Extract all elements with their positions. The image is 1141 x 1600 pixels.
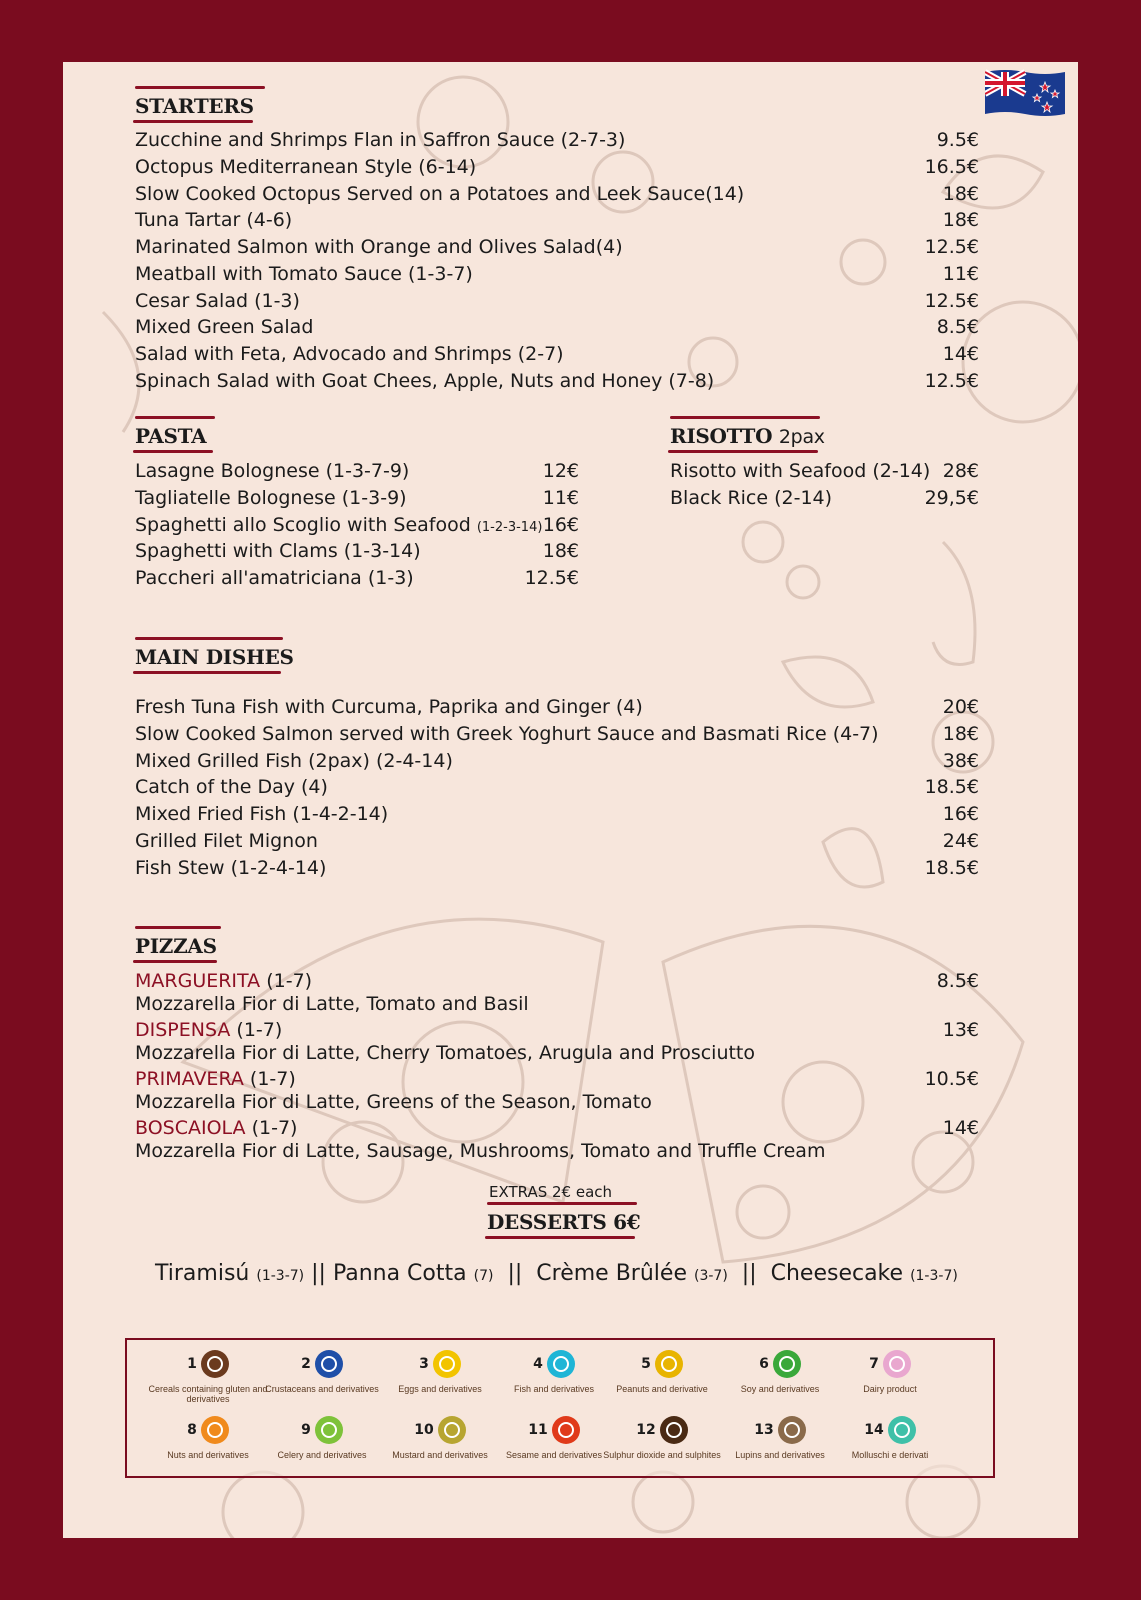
peanut-icon	[655, 1350, 683, 1378]
celery-icon	[315, 1416, 343, 1444]
allergen-label: Peanuts and derivative	[616, 1384, 708, 1394]
item-price: 16€	[942, 803, 979, 825]
allergen-number: 5	[641, 1356, 651, 1372]
pizza-name: BOSCAIOLA	[135, 1117, 246, 1139]
menu-item	[135, 370, 979, 392]
pizza-description: Mozzarella Fior di Latte, Greens of the Season, Tomato	[135, 1091, 652, 1113]
menu-item	[135, 776, 979, 798]
item-price: 12.5€	[924, 370, 979, 392]
menu-item	[135, 156, 979, 178]
dessert-separator: ||	[311, 1261, 326, 1286]
allergen-label: Lupins and derivatives	[735, 1450, 825, 1460]
menu-item	[135, 316, 979, 338]
item-price: 12.5€	[924, 236, 979, 258]
item-price: 12.5€	[524, 567, 579, 589]
allergen-number: 14	[864, 1422, 884, 1438]
starters-heading	[135, 92, 254, 118]
item-name: Fresh Tuna Fish with Curcuma, Paprika and Ginger (4)	[135, 696, 643, 718]
menu-item	[135, 803, 979, 825]
pizza-allergens: (1-7)	[230, 1019, 283, 1041]
menu-item	[135, 129, 979, 151]
item-name: Mixed Grilled Fish (2pax) (2-4-14)	[135, 750, 453, 772]
pizza-allergens: (1-7)	[245, 1117, 298, 1139]
item-name: Salad with Feta, Advocado and Shrimps (2-7)	[135, 343, 564, 365]
menu-item	[135, 567, 579, 589]
pizza-item	[135, 970, 979, 992]
pizza-name: PRIMAVERA	[135, 1068, 244, 1090]
menu-item	[135, 460, 579, 482]
sesame-icon	[552, 1416, 580, 1444]
pizzas-title: PIZZAS	[135, 934, 217, 958]
pizza-item	[135, 1019, 979, 1041]
menu-item	[135, 263, 979, 285]
item-price: 18€	[942, 183, 979, 205]
item-name: Tagliatelle Bolognese (1-3-9)	[135, 487, 407, 509]
menu-item	[135, 236, 979, 258]
dessert-allergens: (7)	[473, 1268, 494, 1284]
item-name: Fish Stew (1-2-4-14)	[135, 857, 327, 879]
starters-heading-block	[135, 92, 254, 118]
new-zealand-flag-icon[interactable]	[985, 68, 1065, 118]
allergen-number: 8	[187, 1422, 197, 1438]
shell-icon	[888, 1416, 916, 1444]
pizza-extras-note: EXTRAS 2€ each	[489, 1183, 613, 1201]
item-price: 38€	[942, 750, 979, 772]
pizza-item	[135, 1117, 979, 1139]
allergen-number: 1	[187, 1356, 197, 1372]
item-price: 8.5€	[936, 970, 979, 992]
item-name: Spaghetti with Clams (1-3-14)	[135, 540, 421, 562]
allergen-number: 10	[414, 1422, 434, 1438]
menu-item	[670, 460, 979, 482]
item-name: Octopus Mediterranean Style (6-14)	[135, 156, 477, 178]
pizza-item	[135, 1068, 979, 1090]
item-price: 14€	[942, 1117, 979, 1139]
item-price: 18.5€	[924, 776, 979, 798]
item-name: Slow Cooked Octopus Served on a Potatoes and Leek Sauce(14)	[135, 183, 745, 205]
item-name: Spinach Salad with Goat Chees, Apple, Nuts and Honey (7-8)	[135, 370, 715, 392]
menu-item	[135, 540, 579, 562]
risotto-subtitle: 2pax	[778, 426, 825, 448]
item-name: Grilled Filet Mignon	[135, 830, 318, 852]
allergen-number: 9	[301, 1422, 311, 1438]
item-name: Catch of the Day (4)	[135, 776, 328, 798]
allergen-label: Molluschi e derivati	[851, 1450, 929, 1460]
allergen-number: 7	[869, 1356, 879, 1372]
main-dishes-heading-block	[135, 643, 294, 669]
desserts-list	[155, 1261, 958, 1286]
menu-item	[135, 750, 979, 772]
pizzas-heading-block	[135, 932, 217, 958]
pizza-name: DISPENSA	[135, 1019, 231, 1041]
allergen-label: Nuts and derivatives	[167, 1450, 249, 1460]
fish-icon	[547, 1350, 575, 1378]
menu-item	[135, 183, 979, 205]
item-name: Zucchine and Shrimps Flan in Saffron Sauce (2-7-3)	[135, 129, 626, 151]
wheat-icon	[201, 1350, 229, 1378]
item-price: 9.5€	[936, 129, 979, 151]
pizzas-heading	[135, 932, 217, 958]
item-name: Lasagne Bolognese (1-3-7-9)	[135, 460, 410, 482]
soy-icon	[773, 1350, 801, 1378]
menu-item	[135, 857, 979, 879]
allergen-number: 3	[419, 1356, 429, 1372]
allergen-label: Sesame and derivatives	[505, 1450, 603, 1460]
menu-item	[135, 487, 579, 509]
item-price: 10.5€	[924, 1068, 979, 1090]
starters-title: STARTERS	[135, 94, 254, 118]
item-price: 12.5€	[924, 290, 979, 312]
milk-icon	[883, 1350, 911, 1378]
nut-icon	[201, 1416, 229, 1444]
pizza-description: Mozzarella Fior di Latte, Tomato and Basil	[135, 993, 529, 1015]
item-price: 11€	[942, 263, 979, 285]
menu-item	[135, 830, 979, 852]
allergen-label: Sulphur dioxide and sulphites	[603, 1450, 721, 1460]
pizza-description: Mozzarella Fior di Latte, Sausage, Mushrooms, Tomato and Truffle Cream	[135, 1140, 826, 1162]
item-allergens: (1-2-3-14)	[476, 520, 543, 535]
pizza-allergens: (1-7)	[260, 970, 313, 992]
desserts-title: DESSERTS 6€	[487, 1210, 641, 1234]
item-price: 18€	[942, 209, 979, 231]
menu-item	[135, 696, 979, 718]
menu-item	[135, 723, 979, 745]
item-price: 20€	[942, 696, 979, 718]
item-name: Tuna Tartar (4-6)	[135, 209, 293, 231]
dessert-separator: ||	[741, 1261, 757, 1286]
pizza-allergens: (1-7)	[243, 1068, 296, 1090]
pasta-heading	[135, 422, 206, 448]
sulphite-icon	[660, 1416, 688, 1444]
allergen-label: Soy and derivatives	[740, 1384, 820, 1394]
risotto-title: RISOTTO	[670, 424, 773, 448]
dessert-name: Crème Brûlée	[536, 1261, 687, 1286]
mustard-icon	[438, 1416, 466, 1444]
item-price: 16€	[542, 514, 579, 536]
pizza-name: MARGUERITA	[135, 970, 261, 992]
risotto-heading-block	[670, 422, 825, 448]
allergen-number: 2	[301, 1356, 311, 1372]
allergen-label: Fish and derivatives	[513, 1384, 595, 1394]
item-price: 16.5€	[924, 156, 979, 178]
risotto-heading	[670, 422, 825, 448]
dessert-name: Tiramisú	[155, 1261, 250, 1286]
desserts-heading-block	[487, 1208, 640, 1234]
item-name: Spaghetti allo Scoglio with Seafood	[135, 514, 471, 536]
allergen-number: 12	[636, 1422, 656, 1438]
item-price: 13€	[942, 1019, 979, 1041]
allergen-label: Mustard and derivatives	[392, 1450, 488, 1460]
allergen-label: Dairy product	[863, 1384, 917, 1394]
allergen-number: 11	[528, 1422, 548, 1438]
item-name: Mixed Fried Fish (1-4-2-14)	[135, 803, 389, 825]
allergen-label: Cereals containing gluten and derivatives	[148, 1384, 268, 1404]
item-name: Mixed Green Salad	[135, 316, 314, 338]
dessert-separator: ||	[507, 1261, 523, 1286]
menu-page	[63, 62, 1078, 1538]
item-name: Black Rice (2-14)	[670, 487, 833, 509]
dessert-name: Panna Cotta	[332, 1261, 467, 1286]
pasta-title: PASTA	[135, 424, 207, 448]
pasta-heading-block	[135, 422, 206, 448]
item-price: 11€	[542, 487, 579, 509]
item-price: 12€	[542, 460, 579, 482]
dessert-allergens: (1-3-7)	[256, 1268, 305, 1284]
menu-item	[135, 514, 579, 539]
lupin-icon	[778, 1416, 806, 1444]
item-price: 28€	[942, 460, 979, 482]
item-name: Meatball with Tomato Sauce (1-3-7)	[135, 263, 473, 285]
main-dishes-title: MAIN DISHES	[135, 645, 294, 669]
menu-item	[670, 487, 979, 509]
egg-icon	[433, 1350, 461, 1378]
allergen-label: Crustaceans and derivatives	[265, 1384, 379, 1394]
item-name: Slow Cooked Salmon served with Greek Yoghurt Sauce and Basmati Rice (4-7)	[135, 723, 879, 745]
item-price: 24€	[942, 830, 979, 852]
allergen-item	[815, 1350, 965, 1394]
allergen-item	[815, 1416, 965, 1460]
item-name: Paccheri all'amatriciana (1-3)	[135, 567, 414, 589]
allergen-label: Eggs and derivatives	[398, 1384, 482, 1394]
item-price: 18.5€	[924, 857, 979, 879]
pizza-description: Mozzarella Fior di Latte, Cherry Tomatoes, Arugula and Prosciutto	[135, 1042, 756, 1064]
item-price: 18€	[542, 540, 579, 562]
allergen-number: 4	[533, 1356, 543, 1372]
item-price: 14€	[942, 343, 979, 365]
allergen-legend	[125, 1338, 995, 1478]
item-price: 29,5€	[924, 487, 979, 509]
item-price: 8.5€	[936, 316, 979, 338]
item-name: Cesar Salad (1-3)	[135, 290, 300, 312]
main-dishes-heading	[135, 643, 294, 669]
dessert-allergens: (1-3-7)	[910, 1268, 958, 1284]
allergen-number: 6	[759, 1356, 769, 1372]
dessert-allergens: (3-7)	[693, 1268, 728, 1284]
dessert-name: Cheesecake	[770, 1261, 904, 1286]
menu-item	[135, 209, 979, 231]
item-name: Marinated Salmon with Orange and Olives Salad(4)	[135, 236, 623, 258]
crab-icon	[315, 1350, 343, 1378]
menu-item	[135, 343, 979, 365]
allergen-label: Celery and derivatives	[277, 1450, 367, 1460]
desserts-heading	[487, 1208, 640, 1234]
item-name: Risotto with Seafood (2-14)	[670, 460, 931, 482]
item-price: 18€	[942, 723, 979, 745]
allergen-number: 13	[754, 1422, 774, 1438]
menu-item	[135, 290, 979, 312]
